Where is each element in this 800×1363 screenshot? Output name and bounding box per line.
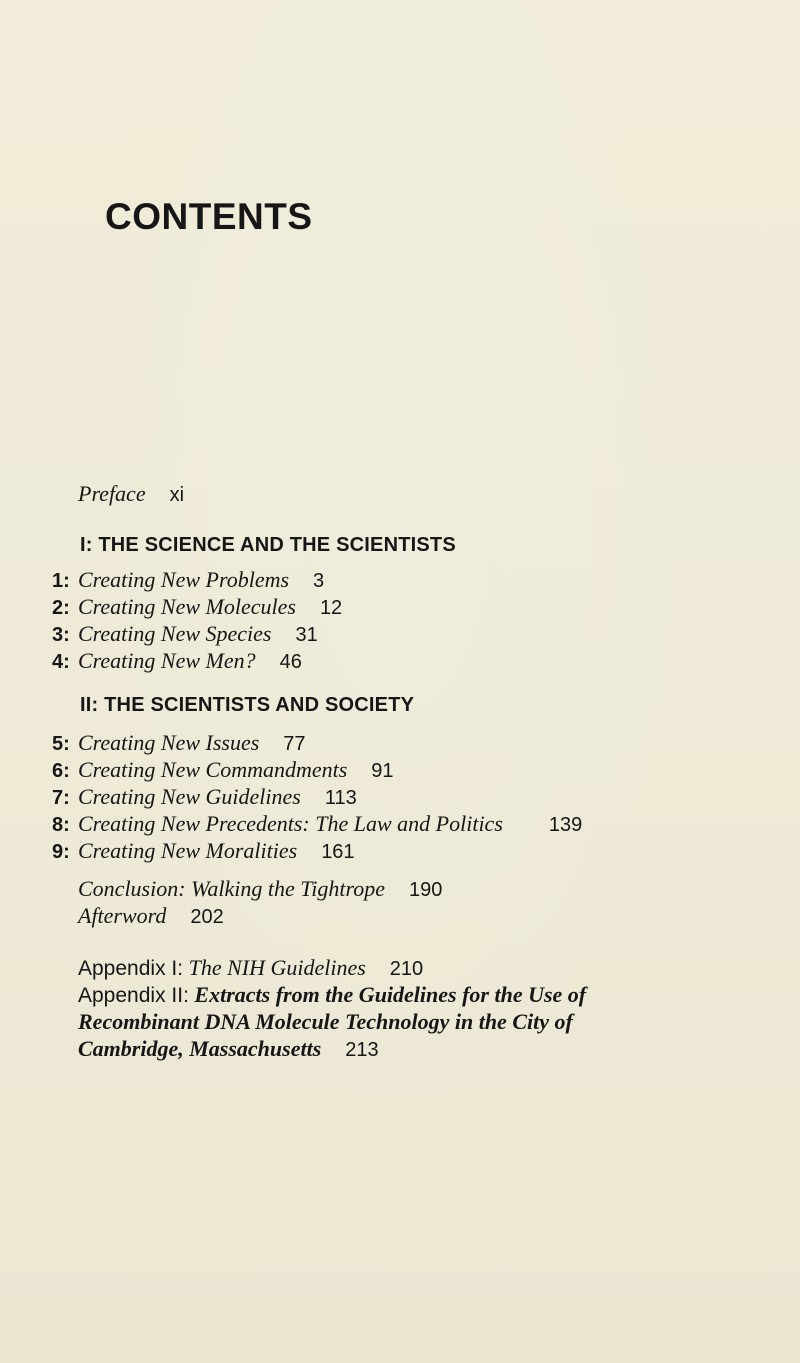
appendix-title-line-3: Cambridge, Massachusetts [78, 1036, 322, 1061]
toc-conclusion [78, 876, 442, 903]
chapter-page: 46 [279, 651, 302, 673]
toc-appendix-1 [78, 955, 423, 982]
toc-chapter [52, 594, 342, 621]
chapter-number: 8: [52, 814, 70, 836]
toc-preface [78, 481, 184, 508]
chapter-page: 161 [321, 841, 355, 863]
chapter-title: Creating New Guidelines [78, 784, 301, 809]
toc-chapter [52, 621, 318, 648]
appendix-title-line-1: Extracts from the Guidelines for the Use of [194, 982, 587, 1007]
appendix-page: 210 [389, 958, 424, 980]
chapter-title: Creating New Men? [78, 648, 256, 673]
conclusion-page: 190 [408, 879, 443, 901]
chapter-page: 139 [548, 814, 583, 836]
conclusion-title: Conclusion: Walking the Tightrope [78, 876, 385, 901]
part-heading: II: THE SCIENTISTS AND SOCIETY [80, 694, 415, 716]
chapter-page: 113 [324, 787, 357, 809]
chapter-number: 7: [52, 787, 70, 809]
chapter-page: 77 [283, 733, 306, 755]
part-heading: I: THE SCIENCE AND THE SCIENTISTS [80, 534, 456, 556]
chapter-page: 31 [295, 624, 318, 646]
toc-appendix-2-continued [78, 1009, 573, 1035]
chapter-number: 1: [52, 570, 70, 592]
chapter-title: Creating New Molecules [78, 594, 296, 619]
chapter-number: 4: [52, 651, 70, 673]
afterword-title: Afterword [78, 903, 167, 928]
toc-chapter [52, 730, 306, 757]
chapter-title: Creating New Moralities [78, 838, 298, 863]
chapter-number: 3: [52, 624, 70, 646]
toc-afterword [78, 903, 224, 930]
chapter-title: Creating New Issues [78, 730, 260, 755]
afterword-page: 202 [190, 906, 224, 928]
appendix-title: The NIH Guidelines [188, 955, 366, 980]
appendix-title-line-2: Recombinant DNA Molecule Technology in the City of [78, 1009, 573, 1034]
chapter-title: Creating New Species [78, 621, 272, 646]
chapter-title: Creating New Problems [78, 567, 290, 592]
chapter-title: Creating New Precedents: The Law and Politics [78, 811, 503, 836]
appendix-page: 213 [345, 1039, 379, 1061]
toc-chapter [52, 648, 302, 675]
toc-appendix-2 [78, 982, 586, 1009]
chapter-number: 5: [52, 733, 70, 755]
appendix-label: Appendix II: [78, 984, 189, 1007]
chapter-number: 9: [52, 841, 70, 863]
chapter-page: 12 [319, 597, 343, 619]
preface-label: Preface [78, 481, 146, 506]
chapter-title: Creating New Commandments [78, 757, 348, 782]
chapter-page: 3 [313, 570, 325, 592]
toc-appendix-2-continued [78, 1036, 379, 1063]
chapter-page: 91 [371, 760, 394, 782]
chapter-number: 6: [52, 760, 70, 782]
page-title: CONTENTS [105, 196, 313, 237]
appendix-label: Appendix I: [78, 957, 184, 980]
toc-chapter [52, 838, 355, 865]
toc-chapter [52, 757, 394, 784]
toc-chapter [52, 784, 357, 811]
chapter-number: 2: [52, 597, 70, 619]
toc-chapter [52, 567, 324, 594]
preface-page: xi [169, 484, 185, 506]
toc-chapter [52, 811, 582, 838]
